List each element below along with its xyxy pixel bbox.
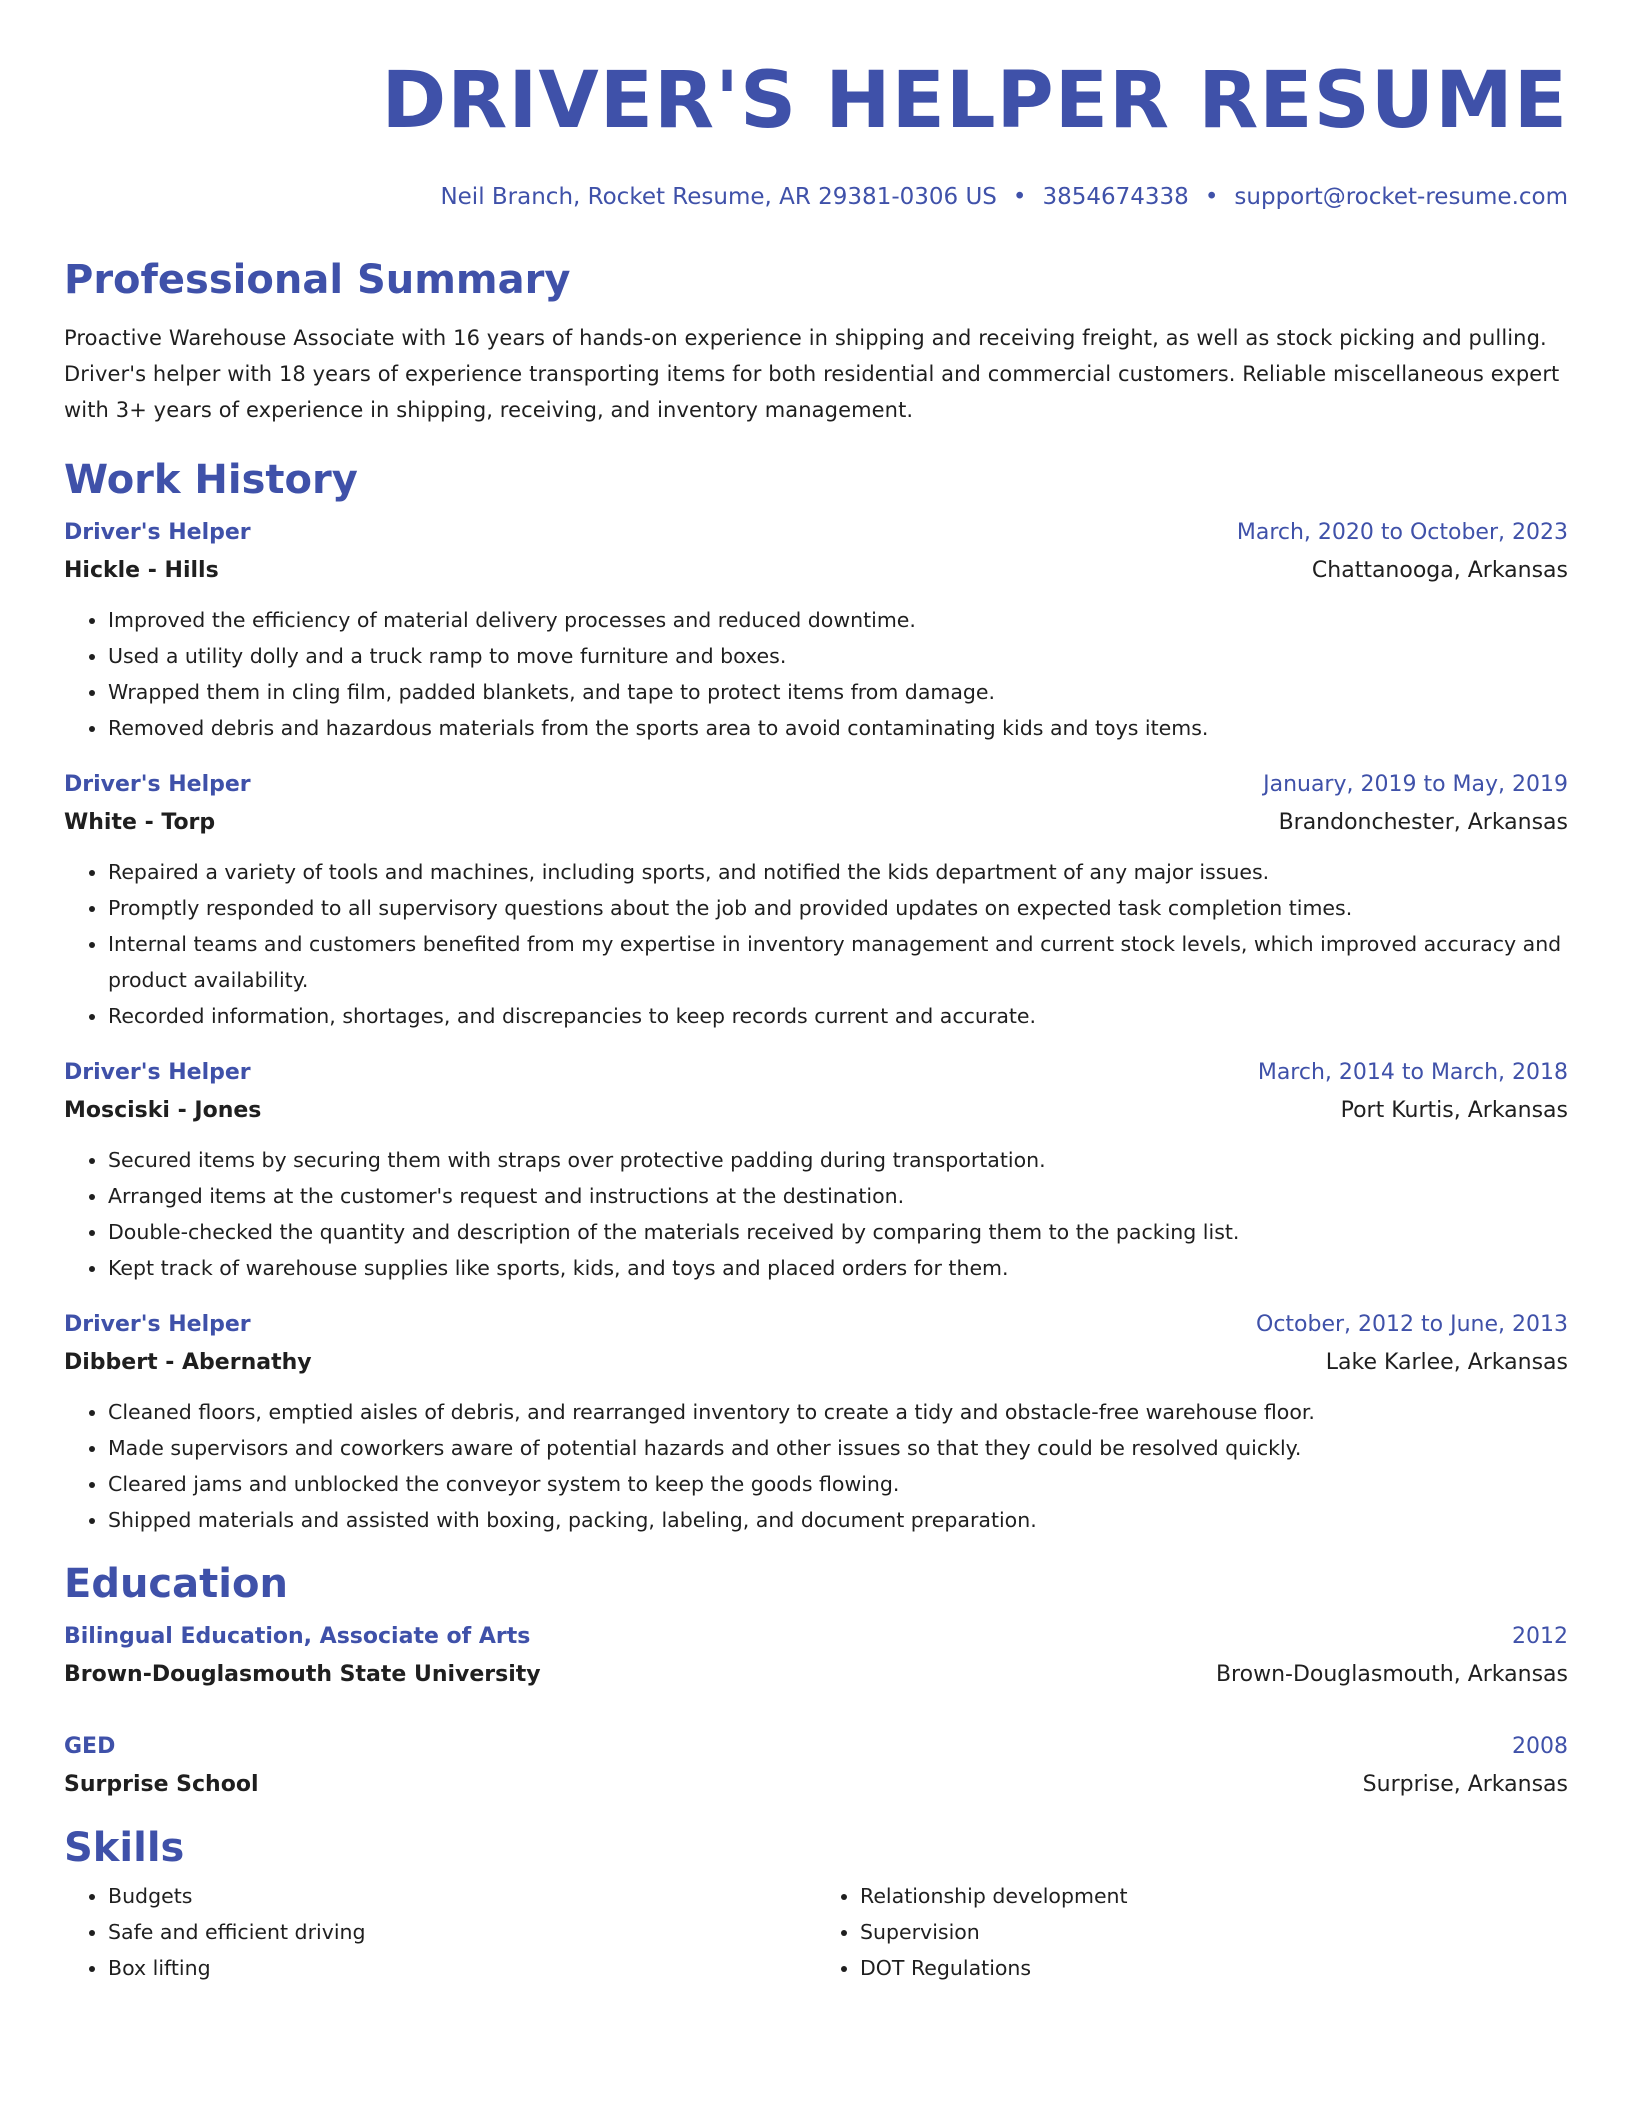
- job-bullets: [64, 1394, 1568, 1538]
- education-degree: GED: [64, 1734, 116, 1759]
- job-role: Driver's Helper: [64, 1312, 251, 1337]
- education-school: Surprise School: [64, 1772, 259, 1797]
- job-location: Chattanooga, Arkansas: [1311, 558, 1568, 583]
- job-location: Brandonchester, Arkansas: [1278, 810, 1568, 835]
- list-item: • Supervision: [860, 1914, 1568, 1950]
- contact-address: Neil Branch, Rocket Resume, AR 29381-0306 US: [440, 184, 997, 210]
- skills-heading: Skills: [64, 1825, 185, 1871]
- education-entry: [64, 1618, 1568, 1694]
- job-date: March, 2014 to March, 2018: [1257, 1060, 1568, 1085]
- education-entry: [64, 1728, 1568, 1804]
- list-item: • Removed debris and hazardous materials from the sports area to avoid contaminating kids and toys items.: [108, 710, 1568, 746]
- job-entry: [64, 766, 1568, 1034]
- list-item: • Recorded information, shortages, and discrepancies to keep records current and accurate.: [108, 998, 1568, 1034]
- resume-page: [64, 0, 1568, 1986]
- list-item: • Cleaned floors, emptied aisles of debris, and rearranged inventory to create a tidy and obstacle-free warehouse floor.: [108, 1394, 1568, 1430]
- job-role: Driver's Helper: [64, 1060, 251, 1085]
- list-item: • Wrapped them in cling film, padded blankets, and tape to protect items from damage.: [108, 674, 1568, 710]
- job-company: Mosciski - Jones: [64, 1098, 262, 1123]
- education-school: Brown-Douglasmouth State University: [64, 1662, 541, 1687]
- summary-heading: Professional Summary: [64, 257, 571, 303]
- education-location: Brown-Douglasmouth, Arkansas: [1215, 1662, 1568, 1687]
- list-item: • Relationship development: [860, 1878, 1568, 1914]
- contact-phone: 3854674338: [1042, 184, 1189, 210]
- job-entry: [64, 1054, 1568, 1286]
- job-bullets: [64, 602, 1568, 746]
- list-item: • Kept track of warehouse supplies like sports, kids, and toys and placed orders for them.: [108, 1250, 1568, 1286]
- job-bullets: [64, 854, 1568, 1034]
- list-item: • Arranged items at the customer's request and instructions at the destination.: [108, 1178, 1568, 1214]
- job-date: October, 2012 to June, 2013: [1256, 1312, 1568, 1337]
- list-item: • Safe and efficient driving: [108, 1914, 816, 1950]
- resume-title: DRIVER'S HELPER RESUME: [381, 56, 1568, 146]
- list-item: • Budgets: [108, 1878, 816, 1914]
- list-item: • Secured items by securing them with straps over protective padding during transportation.: [108, 1142, 1568, 1178]
- job-entry: [64, 514, 1568, 746]
- job-company: Hickle - Hills: [64, 558, 219, 583]
- education-degree: Bilingual Education, Associate of Arts: [64, 1624, 531, 1649]
- job-date: January, 2019 to May, 2019: [1263, 772, 1568, 797]
- contact-separator: •: [1012, 184, 1027, 210]
- skills-column-left: [64, 1878, 816, 1986]
- job-role: Driver's Helper: [64, 520, 251, 545]
- job-date: March, 2020 to October, 2023: [1236, 520, 1568, 545]
- work-history-heading: Work History: [64, 457, 358, 503]
- contact-email[interactable]: support@rocket-resume.com: [1234, 184, 1568, 210]
- list-item: • Internal teams and customers benefited from my expertise in inventory management and current stock levels, which improved accuracy and product availability.: [108, 926, 1568, 998]
- list-item: • Shipped materials and assisted with boxing, packing, labeling, and document preparation.: [108, 1502, 1568, 1538]
- list-item: • DOT Regulations: [860, 1950, 1568, 1986]
- education-year: 2008: [1512, 1734, 1568, 1759]
- job-role: Driver's Helper: [64, 772, 251, 797]
- list-item: • Improved the efficiency of material delivery processes and reduced downtime.: [108, 602, 1568, 638]
- skills-column-right: [816, 1878, 1568, 1986]
- summary-text: Proactive Warehouse Associate with 16 years of hands-on experience in shipping and receiving freight, as well as stock picking and pulling. Driver's helper with 18 years of experience transporting items for both residential and commercial customers. Reliable miscellaneous expert with 3+ years of experience in shipping, receiving, and inventory management.: [64, 326, 1560, 422]
- job-entry: [64, 1306, 1568, 1538]
- job-bullets: [64, 1142, 1568, 1286]
- list-item: • Made supervisors and coworkers aware of potential hazards and other issues so that they could be resolved quickly.: [108, 1430, 1568, 1466]
- list-item: • Used a utility dolly and a truck ramp to move furniture and boxes.: [108, 638, 1568, 674]
- list-item: • Double-checked the quantity and description of the materials received by comparing them to the packing list.: [108, 1214, 1568, 1250]
- job-company: Dibbert - Abernathy: [64, 1350, 312, 1375]
- list-item: • Box lifting: [108, 1950, 816, 1986]
- job-company: White - Torp: [64, 810, 216, 835]
- education-heading: Education: [64, 1561, 288, 1607]
- education-year: 2012: [1512, 1624, 1568, 1649]
- list-item: • Repaired a variety of tools and machines, including sports, and notified the kids department of any major issues.: [108, 854, 1568, 890]
- job-location: Port Kurtis, Arkansas: [1340, 1098, 1568, 1123]
- education-location: Surprise, Arkansas: [1362, 1772, 1568, 1797]
- contact-line: [64, 182, 1568, 212]
- job-location: Lake Karlee, Arkansas: [1325, 1350, 1568, 1375]
- list-item: • Promptly responded to all supervisory questions about the job and provided updates on expected task completion times.: [108, 890, 1568, 926]
- skills-list: [64, 1872, 1568, 1986]
- contact-separator: •: [1204, 184, 1219, 210]
- list-item: • Cleared jams and unblocked the conveyor system to keep the goods flowing.: [108, 1466, 1568, 1502]
